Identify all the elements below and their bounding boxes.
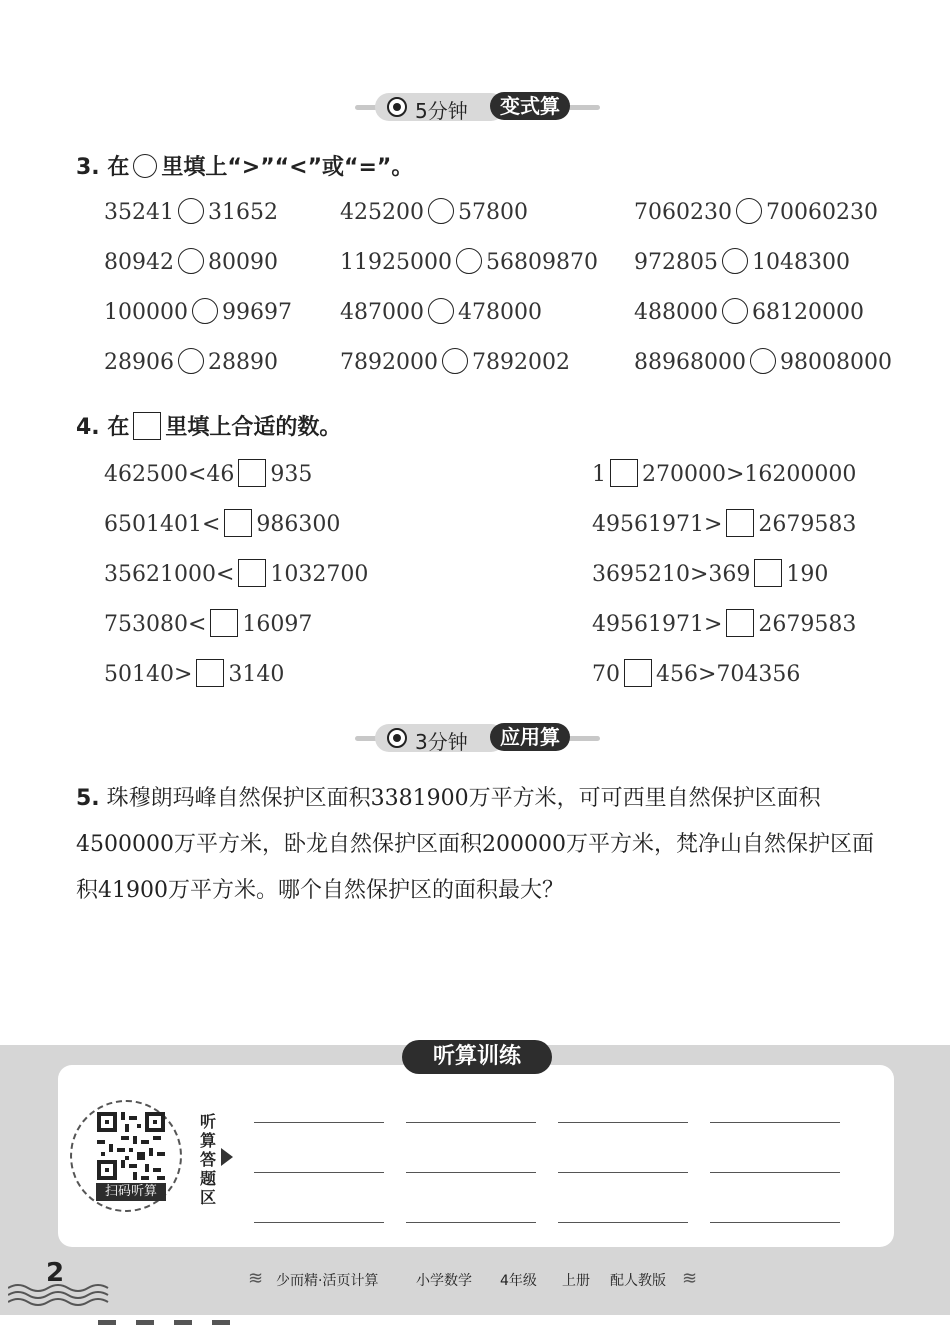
fill-item <box>104 511 340 539</box>
left-number: 972805 <box>634 250 718 275</box>
prefix-text: 49561971> <box>592 512 723 537</box>
bottom-mark <box>212 1320 230 1325</box>
wave-decoration-icon <box>8 1280 118 1310</box>
left-number: 100000 <box>104 300 188 325</box>
compare-circle-input[interactable] <box>192 298 218 324</box>
bottom-mark <box>136 1320 154 1325</box>
grade: 4年级 <box>500 1273 537 1289</box>
suffix-text: 986300 <box>256 512 341 537</box>
answer-line[interactable] <box>406 1222 536 1223</box>
right-number: 98008000 <box>779 350 892 375</box>
suffix-text: 2679583 <box>758 612 857 637</box>
digit-box-input[interactable] <box>754 559 782 587</box>
answer-line[interactable] <box>558 1222 688 1223</box>
compare-circle-input[interactable] <box>178 248 204 274</box>
question-3-title <box>76 150 413 181</box>
answer-line[interactable] <box>406 1122 536 1123</box>
digit-box-input[interactable] <box>238 559 266 587</box>
prefix-text: 3695210>369 <box>592 562 751 587</box>
suffix-text: 456>704356 <box>656 662 801 687</box>
comparison-item <box>340 300 542 326</box>
answer-line[interactable] <box>710 1172 840 1173</box>
prefix-text: 462500<46 <box>104 462 235 487</box>
comparison-item <box>634 300 864 326</box>
section-tag: 应用算 <box>490 723 570 751</box>
left-number: 7060230 <box>634 200 732 225</box>
suffix-text: 270000>16200000 <box>642 462 857 487</box>
compare-circle-input[interactable] <box>178 198 204 224</box>
answer-line[interactable] <box>254 1122 384 1123</box>
compare-circle-input[interactable] <box>178 348 204 374</box>
compare-circle-input[interactable] <box>456 248 482 274</box>
prefix-text: 49561971> <box>592 612 723 637</box>
fill-item <box>592 611 856 639</box>
prefix-text: 70 <box>592 662 620 687</box>
right-number: 31652 <box>208 200 278 225</box>
fill-item <box>592 461 856 489</box>
digit-box-input[interactable] <box>726 609 754 637</box>
comparison-item <box>340 200 528 226</box>
prefix-text: 1 <box>592 462 606 487</box>
right-number: 28890 <box>208 350 278 375</box>
right-number: 478000 <box>457 300 542 325</box>
comparison-item <box>340 350 570 376</box>
left-number: 11925000 <box>340 250 452 275</box>
digit-box-input[interactable] <box>196 659 224 687</box>
left-number: 88968000 <box>634 350 746 375</box>
answer-card <box>58 1065 894 1247</box>
suffix-text: 3140 <box>228 662 285 687</box>
suffix-text: 16097 <box>242 612 313 637</box>
title-suffix: 里填上“>”“<”或“=”。 <box>161 155 414 180</box>
title-prefix: 3. 在 <box>76 155 130 180</box>
question-4-title <box>76 410 341 442</box>
left-number: 488000 <box>634 300 718 325</box>
answer-line[interactable] <box>254 1172 384 1173</box>
label-char: 算 <box>200 1131 217 1150</box>
prefix-text: 753080< <box>104 612 207 637</box>
answer-line[interactable] <box>558 1172 688 1173</box>
section-banner-2 <box>355 723 600 753</box>
qr-label: 扫码听算 <box>96 1183 166 1201</box>
fill-item <box>104 461 312 489</box>
left-number: 80942 <box>104 250 174 275</box>
comparison-item <box>634 250 850 276</box>
digit-box-input[interactable] <box>238 459 266 487</box>
listening-title: 听算训练 <box>402 1040 552 1074</box>
prefix-text: 50140> <box>104 662 193 687</box>
edition: 配人教版 <box>610 1273 666 1289</box>
left-number: 35241 <box>104 200 174 225</box>
page-number: 2 <box>46 1258 65 1288</box>
comparison-item <box>634 350 892 376</box>
answer-area-label <box>200 1112 220 1207</box>
right-number: 57800 <box>457 200 528 225</box>
timer-label: 3分钟 <box>415 730 468 754</box>
comparison-item <box>634 200 878 226</box>
medal-icon <box>387 728 407 748</box>
digit-box-input[interactable] <box>210 609 238 637</box>
comparison-item <box>104 350 278 376</box>
section-banner-1 <box>355 92 600 122</box>
comparison-item <box>340 250 598 276</box>
box-blank-icon <box>133 412 161 440</box>
fill-item <box>592 661 800 689</box>
right-number: 1048300 <box>751 250 850 275</box>
question-5-text: 珠穆朗玛峰自然保护区面积3381900万平方米，可可西里自然保护区面积4500000万平方米，卧龙自然保护区面积200000万平方米，梵净山自然保护区面积41900万平方米。哪个自然保护区的面积最大？ <box>76 786 874 903</box>
prefix-text: 6501401< <box>104 512 221 537</box>
suffix-text: 935 <box>270 462 313 487</box>
left-number: 487000 <box>340 300 424 325</box>
book-title: 少而精·活页计算 <box>276 1273 379 1289</box>
right-number: 7892002 <box>471 350 570 375</box>
compare-circle-input[interactable] <box>722 248 748 274</box>
wave-right-icon: ≋ <box>682 1268 698 1289</box>
fill-item <box>592 511 856 539</box>
answer-line[interactable] <box>406 1172 536 1173</box>
answer-line[interactable] <box>710 1122 840 1123</box>
compare-circle-input[interactable] <box>428 198 454 224</box>
label-char: 听 <box>200 1112 217 1131</box>
right-number: 56809870 <box>485 250 598 275</box>
digit-box-input[interactable] <box>726 509 754 537</box>
answer-line[interactable] <box>710 1222 840 1223</box>
right-number: 80090 <box>208 250 278 275</box>
qr-code-icon[interactable] <box>97 1112 165 1180</box>
suffix-text: 1032700 <box>270 562 369 587</box>
compare-circle-input[interactable] <box>750 348 776 374</box>
fill-item <box>104 611 312 639</box>
comparison-item <box>104 200 278 226</box>
fill-item <box>104 561 368 589</box>
medal-icon <box>387 97 407 117</box>
wave-left-icon: ≋ <box>248 1268 264 1289</box>
circle-blank-icon <box>133 154 157 178</box>
comparison-item <box>104 250 278 276</box>
compare-circle-input[interactable] <box>722 298 748 324</box>
comparison-item <box>104 300 292 326</box>
left-number: 28906 <box>104 350 174 375</box>
bottom-mark <box>98 1320 116 1325</box>
left-number: 425200 <box>340 200 424 225</box>
answer-line[interactable] <box>254 1222 384 1223</box>
question-5 <box>76 776 886 914</box>
label-char: 题 <box>200 1169 217 1188</box>
fill-item <box>592 561 828 589</box>
question-number: 5. <box>76 786 100 811</box>
right-number: 99697 <box>221 300 292 325</box>
bottom-mark <box>174 1320 192 1325</box>
suffix-text: 190 <box>786 562 829 587</box>
fill-item <box>104 661 284 689</box>
arrow-right-icon <box>221 1148 233 1166</box>
title-prefix: 4. 在 <box>76 415 130 440</box>
answer-line[interactable] <box>558 1122 688 1123</box>
digit-box-input[interactable] <box>610 459 638 487</box>
digit-box-input[interactable] <box>624 659 652 687</box>
label-char: 答 <box>200 1150 217 1169</box>
right-number: 70060230 <box>765 200 878 225</box>
section-tag: 变式算 <box>490 92 570 120</box>
timer-label: 5分钟 <box>415 99 468 123</box>
compare-circle-input[interactable] <box>736 198 762 224</box>
volume: 上册 <box>562 1273 590 1289</box>
subject: 小学数学 <box>416 1273 472 1289</box>
digit-box-input[interactable] <box>224 509 252 537</box>
compare-circle-input[interactable] <box>442 348 468 374</box>
left-number: 7892000 <box>340 350 438 375</box>
right-number: 68120000 <box>751 300 864 325</box>
compare-circle-input[interactable] <box>428 298 454 324</box>
title-suffix: 里填上合适的数。 <box>165 415 342 440</box>
suffix-text: 2679583 <box>758 512 857 537</box>
prefix-text: 35621000< <box>104 562 235 587</box>
label-char: 区 <box>200 1188 217 1207</box>
